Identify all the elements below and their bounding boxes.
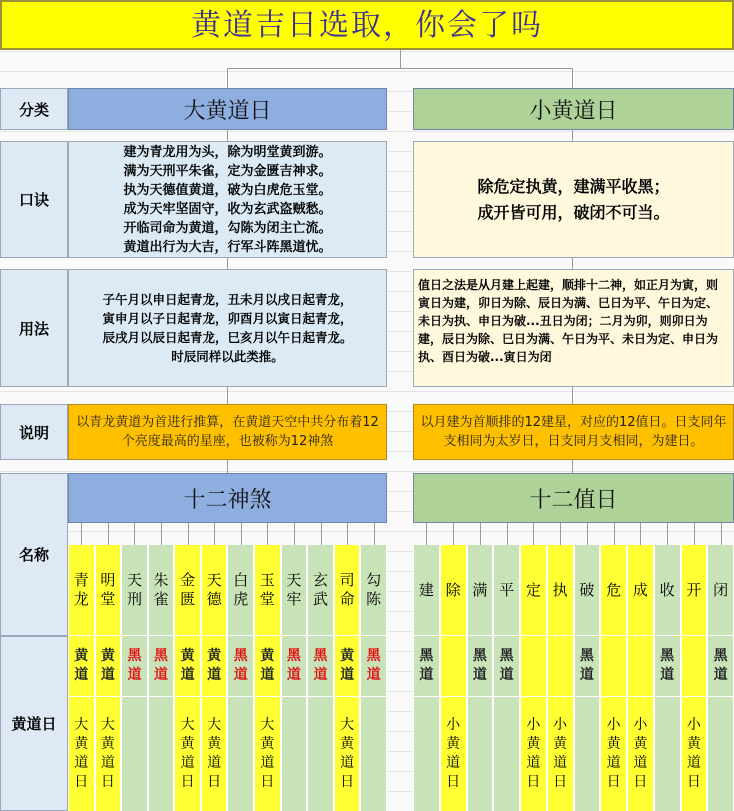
- big-mnemonic-line: 黄道出行为大吉，行军斗阵黑道忧。: [123, 239, 332, 255]
- column-危: [600, 545, 627, 811]
- column-天德: [201, 545, 228, 811]
- dao-cell: 黑 道: [472, 648, 487, 683]
- column-平: [493, 545, 520, 811]
- big-note: 以青龙黄道为首进行推算，在黄道天空中共分布着12个亮度最高的星座，也被称为12神煞: [68, 404, 387, 460]
- small-mnemonic-text: [477, 174, 669, 226]
- zhiri-columns: [413, 545, 734, 811]
- connector-line: [572, 68, 573, 88]
- column-开: [681, 545, 708, 811]
- tick-line: [426, 523, 427, 545]
- twelve-zhiri-header: 十二值日: [413, 473, 734, 523]
- column-name: 危: [606, 580, 622, 599]
- small-method-text: 值日之法是从月建上起建，顺排十二神，如正月为寅，则寅日为建，卯日为除、辰日为满、巳日为平、午日为定、未日为执、申日为破...丑日为闭；二月为卯，则卯日为建，辰日为除、巳日为满、午日为平、未日为定、申日为执、酉日为破...寅日为闭: [418, 278, 719, 364]
- column-name: 天 牢: [286, 571, 302, 608]
- dao-cell: 黑 道: [660, 648, 675, 683]
- connector-line: [572, 257, 573, 269]
- column-除: [440, 545, 467, 811]
- tick-line: [214, 523, 215, 545]
- dao-cell: 黑 道: [286, 648, 301, 683]
- column-name: 天 德: [206, 571, 222, 608]
- column-name: 金 匮: [180, 571, 196, 608]
- big-mnemonic-line: 执为天德值黄道，破为白虎危玉堂。: [123, 182, 332, 198]
- row-divider: [361, 696, 386, 697]
- dao-cell: 黄 道: [207, 648, 222, 683]
- tick-line: [640, 523, 641, 545]
- small-huangdao-header: 小黄道日: [413, 88, 734, 130]
- tick-line: [267, 523, 268, 545]
- big-mnemonic-line: 满为天刑平朱雀，定为金匮吉神求。: [123, 163, 332, 179]
- column-name: 天 刑: [126, 571, 142, 608]
- twelve-shensha-header: 十二神煞: [68, 473, 387, 523]
- row-divider: [601, 635, 626, 636]
- small-mnemonic-line: 成开皆可用，破闭不可当。: [477, 202, 670, 222]
- big-mnemonic-text: [123, 143, 331, 257]
- row-divider: [228, 696, 253, 697]
- column-name: 定: [525, 580, 541, 599]
- dao-cell: 黑 道: [579, 648, 594, 683]
- column-name: 平: [499, 580, 515, 599]
- huangdao-cell: 小 黄 道 日: [686, 717, 701, 790]
- huangdao-cell: 小 黄 道 日: [606, 717, 621, 790]
- column-name: 闭: [713, 580, 729, 599]
- column-勾陈: [360, 545, 387, 811]
- huangdao-cell: 大 黄 道 日: [180, 717, 195, 790]
- big-huangdao-header: 大黄道日: [68, 88, 387, 130]
- dao-cell: 黄 道: [340, 648, 355, 683]
- row-divider: [468, 696, 493, 697]
- column-name: 收: [659, 580, 675, 599]
- column-name: 除: [445, 580, 461, 599]
- connector-line: [227, 129, 228, 141]
- column-白虎: [227, 545, 254, 811]
- big-method-line: 寅申月以子日起青龙，卯酉月以寅日起青龙，: [102, 311, 353, 326]
- dao-cell: 黄 道: [100, 648, 115, 683]
- connector-line: [400, 50, 401, 68]
- column-朱雀: [148, 545, 175, 811]
- shensha-columns: [68, 545, 387, 811]
- tick-line: [134, 523, 135, 545]
- column-name: 青 龙: [73, 571, 89, 608]
- connector-line: [572, 459, 573, 473]
- big-method-line: 子午月以申日起青龙，丑未月以戌日起青龙，: [102, 292, 353, 307]
- big-method-line: 辰戌月以辰日起青龙，巳亥月以午日起青龙。: [102, 330, 353, 345]
- dao-cell: 黑 道: [154, 648, 169, 683]
- label-method: 用法: [0, 269, 68, 387]
- tick-line: [587, 523, 588, 545]
- huangdao-cell: 大 黄 道 日: [74, 717, 89, 790]
- tick-line: [480, 523, 481, 545]
- column-name: 开: [686, 580, 702, 599]
- column-name: 满: [472, 580, 488, 599]
- column-明堂: [95, 545, 122, 811]
- column-name: 破: [579, 580, 595, 599]
- big-mnemonic-line: 建为青龙用为头，除为明堂黄到游。: [123, 144, 332, 160]
- small-mnemonic-box: [413, 141, 734, 258]
- connector-line: [227, 68, 573, 69]
- tick-line: [347, 523, 348, 545]
- label-huangdao: 黄道日: [0, 636, 68, 811]
- tick-line: [507, 523, 508, 545]
- tick-line: [560, 523, 561, 545]
- column-收: [654, 545, 681, 811]
- small-method-box: [413, 269, 734, 387]
- dao-cell: 黑 道: [233, 648, 248, 683]
- row-divider: [628, 635, 653, 636]
- column-name: 朱 雀: [153, 571, 169, 608]
- column-玄武: [307, 545, 334, 811]
- dao-cell: 黄 道: [260, 648, 275, 683]
- label-name: 名称: [0, 473, 68, 636]
- row-divider: [682, 635, 707, 636]
- row-divider: [575, 696, 600, 697]
- row-divider: [494, 696, 519, 697]
- column-司命: [334, 545, 361, 811]
- tick-line: [374, 523, 375, 545]
- huangdao-cell: 大 黄 道 日: [100, 717, 115, 790]
- row-divider: [521, 635, 546, 636]
- column-玉堂: [254, 545, 281, 811]
- dao-cell: 黑 道: [419, 648, 434, 683]
- huangdao-cell: 小 黄 道 日: [553, 717, 568, 790]
- big-mnemonic-line: 开临司命为黄道，勾陈为闭主亡流。: [123, 220, 332, 236]
- huangdao-cell: 小 黄 道 日: [633, 717, 648, 790]
- column-name: 白 虎: [233, 571, 249, 608]
- row-divider: [441, 635, 466, 636]
- tick-line: [294, 523, 295, 545]
- row-divider: [282, 696, 307, 697]
- big-mnemonic-box: [68, 141, 387, 258]
- label-note: 说明: [0, 404, 68, 460]
- tick-line: [241, 523, 242, 545]
- small-mnemonic-line: 除危定执黄，建满平收黑；: [477, 176, 670, 196]
- row-divider: [414, 696, 439, 697]
- tick-line: [694, 523, 695, 545]
- page-title: 黄道吉日选取，你会了吗: [0, 0, 734, 50]
- column-天刑: [121, 545, 148, 811]
- huangdao-cell: 小 黄 道 日: [446, 717, 461, 790]
- huangdao-cell: 大 黄 道 日: [207, 717, 222, 790]
- column-成: [627, 545, 654, 811]
- row-divider: [548, 635, 573, 636]
- row-divider: [149, 696, 174, 697]
- row-divider: [122, 696, 147, 697]
- column-name: 明 堂: [100, 571, 116, 608]
- dao-cell: 黑 道: [313, 648, 328, 683]
- huangdao-cell: 大 黄 道 日: [260, 717, 275, 790]
- column-定: [520, 545, 547, 811]
- tick-line: [614, 523, 615, 545]
- dao-cell: 黑 道: [366, 648, 381, 683]
- column-满: [467, 545, 494, 811]
- row-divider: [708, 696, 733, 697]
- column-破: [574, 545, 601, 811]
- column-闭: [707, 545, 734, 811]
- column-name: 玄 武: [312, 571, 328, 608]
- huangdao-cell: 小 黄 道 日: [526, 717, 541, 790]
- big-method-box: [68, 269, 387, 387]
- tick-line: [108, 523, 109, 545]
- tick-line: [81, 523, 82, 545]
- connector-line: [227, 386, 228, 404]
- big-method-text: [102, 290, 352, 366]
- connector-line: [227, 459, 228, 473]
- big-mnemonic-line: 成为天牢坚固守，收为玄武盗贼愁。: [123, 201, 332, 217]
- tick-line: [667, 523, 668, 545]
- column-name: 建: [418, 580, 434, 599]
- connector-line: [227, 68, 228, 88]
- dao-cell: 黄 道: [180, 648, 195, 683]
- tick-line: [321, 523, 322, 545]
- dao-cell: 黑 道: [499, 648, 514, 683]
- tick-line: [453, 523, 454, 545]
- column-建: [413, 545, 440, 811]
- big-method-line: 时辰同样以此类推。: [171, 349, 284, 364]
- tick-line: [533, 523, 534, 545]
- column-青龙: [68, 545, 95, 811]
- dao-cell: 黄 道: [74, 648, 89, 683]
- column-name: 成: [632, 580, 648, 599]
- row-divider: [308, 696, 333, 697]
- column-金匮: [174, 545, 201, 811]
- dao-cell: 黑 道: [127, 648, 142, 683]
- row-divider: [655, 696, 680, 697]
- column-name: 勾 陈: [366, 571, 382, 608]
- tick-line: [161, 523, 162, 545]
- label-mnemonic: 口诀: [0, 141, 68, 258]
- huangdao-cell: 大 黄 道 日: [340, 717, 355, 790]
- dao-cell: 黑 道: [713, 648, 728, 683]
- column-name: 司 命: [339, 571, 355, 608]
- column-执: [547, 545, 574, 811]
- connector-line: [227, 257, 228, 269]
- connector-line: [572, 129, 573, 141]
- tick-line: [188, 523, 189, 545]
- small-note: 以月建为首顺排的12建星，对应的12值日。日支同年支相同为太岁日，日支同月支相同，为建日。: [413, 404, 734, 460]
- column-name: 执: [552, 580, 568, 599]
- connector-line: [572, 386, 573, 404]
- column-name: 玉 堂: [259, 571, 275, 608]
- column-天牢: [281, 545, 308, 811]
- tick-line: [721, 523, 722, 545]
- label-category: 分类: [0, 88, 68, 130]
